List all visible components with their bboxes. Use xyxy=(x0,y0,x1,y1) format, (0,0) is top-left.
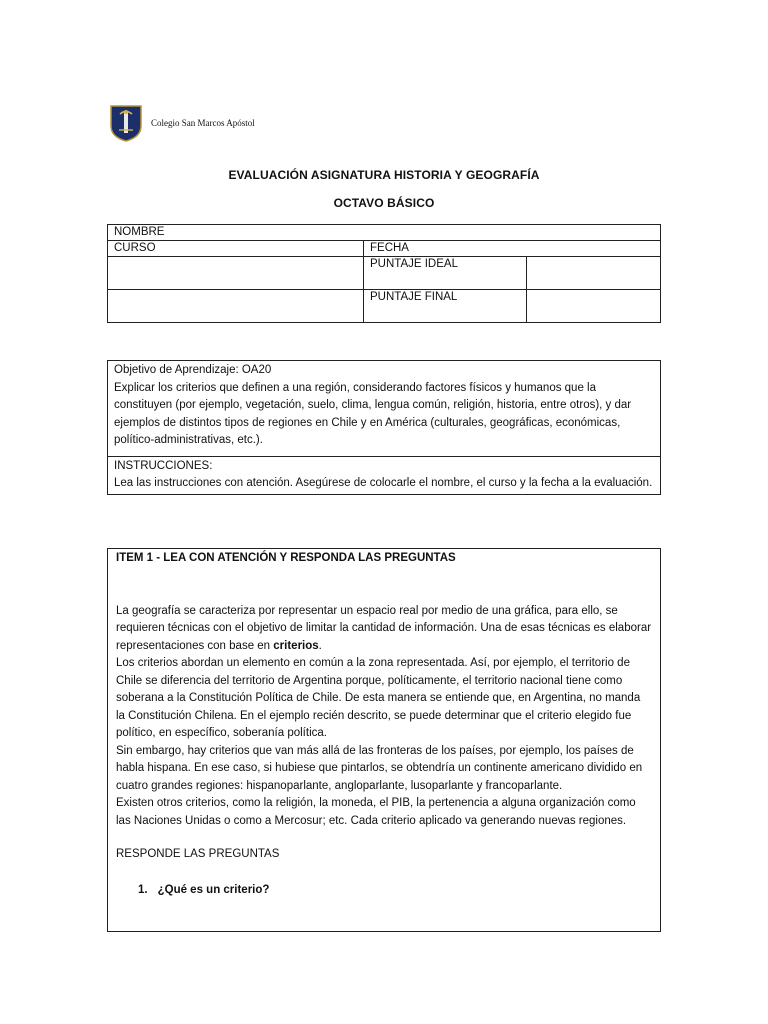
item1-paragraph-2: Los criterios abordan un elemento en común a la zona representada. Así, por ejemplo, el territorio de Chile se diferencia del territorio de Argentina porque, políticamente, el territorio nacional tiene como soberana a la Constitución Política de Chile. De esta manera se entiende que, en Argentina, no manda la Constitución Chilena. En el ejemplo recién descrito, se puede determinar que el criterio elegido fue político, en específico, soberanía política. xyxy=(116,657,641,739)
objective-text: Explicar los criterios que definen a una región, considerando factores físicos y humanos que la constituyen (por ejemplo, vegetación, suelo, clima, lengua común, religión, historia, entre otros), y dar ejemplos de distintos tipos de regiones en Chile y en América (culturales, geográficas, económicas, político-administrativas, etc.). xyxy=(114,381,632,446)
curso-label: CURSO xyxy=(114,242,156,254)
puntaje-ideal-value-cell[interactable] xyxy=(527,257,661,290)
fecha-value-cell[interactable] xyxy=(108,290,364,323)
curso-value-cell[interactable] xyxy=(108,257,364,290)
puntaje-final-cell xyxy=(364,290,527,323)
curso-cell[interactable] xyxy=(108,241,364,257)
item1-paragraph-1 xyxy=(116,603,652,656)
item1-title: ITEM 1 - LEA CON ATENCIÓN Y RESPONDA LAS PREGUNTAS xyxy=(116,552,456,564)
instructions-text: Lea las instrucciones con atención. Asegúrese de colocarle el nombre, el curso y la fecha a la evaluación. xyxy=(114,477,653,489)
instructions-heading: INSTRUCCIONES: xyxy=(114,459,213,472)
nombre-cell[interactable] xyxy=(108,225,661,241)
p1-text: La geografía se caracteriza por representar un espacio real por medio de una gráfica, para ello, se requieren técnicas con el objetivo de limitar la cantidad de información. Una de esas técnicas es elaborar representaciones con base en xyxy=(116,604,652,652)
school-name: Colegio San Marcos Apóstol xyxy=(151,118,255,128)
fecha-cell[interactable] xyxy=(364,241,661,257)
objective-instructions-box xyxy=(107,360,661,495)
question-1-number: 1. xyxy=(138,883,148,896)
exam-subtitle: OCTAVO BÁSICO xyxy=(333,196,435,210)
item1-box xyxy=(107,548,661,932)
question-1 xyxy=(116,882,652,900)
school-logo xyxy=(109,104,255,142)
student-info-table xyxy=(107,224,661,323)
puntaje-final-label: PUNTAJE FINAL xyxy=(370,291,458,303)
fecha-label: FECHA xyxy=(370,242,409,254)
puntaje-final-value-cell[interactable] xyxy=(527,290,661,323)
puntaje-ideal-label: PUNTAJE IDEAL xyxy=(370,258,458,270)
nombre-label: NOMBRE xyxy=(114,226,165,238)
question-1-text: ¿Qué es un criterio? xyxy=(157,883,270,896)
item1-paragraph-3: Sin embargo, hay criterios que van más allá de las fronteras de los países, por ejemplo, los países de habla hispana. En ese caso, si hubiese que pintarlos, se obtendría un continente americano dividido en cuatro grandes regiones: hispanoparlante, angloparlante, lusoparlante y francoparlante. xyxy=(116,744,643,792)
objective-heading: Objetivo de Aprendizaje: OA20 xyxy=(114,364,272,376)
objective-section xyxy=(108,361,660,456)
exam-title: EVALUACIÓN ASIGNATURA HISTORIA Y GEOGRAFÍA xyxy=(228,168,540,182)
p1-end: . xyxy=(318,639,322,652)
item1-paragraph-4: Existen otros criterios, como la religión, la moneda, el PIB, la pertenencia a alguna organización como las Naciones Unidas o como a Mercosur; etc. Cada criterio aplicado va generando nuevas regiones. xyxy=(116,797,636,827)
school-crest-icon xyxy=(109,104,143,142)
respond-heading: RESPONDE LAS PREGUNTAS xyxy=(116,848,280,860)
p1-bold-term: criterios xyxy=(273,639,319,652)
puntaje-ideal-cell xyxy=(364,257,527,290)
instructions-section xyxy=(108,456,660,494)
